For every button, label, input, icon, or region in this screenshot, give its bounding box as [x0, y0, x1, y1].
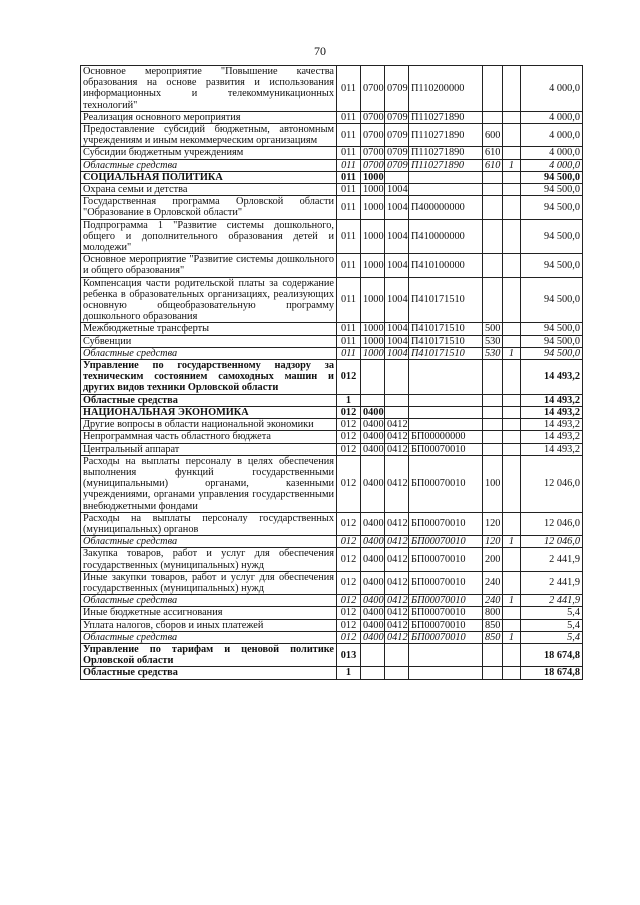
source-code-cell: 1	[503, 159, 521, 171]
amount-cell: 94 500,0	[521, 335, 583, 347]
amount-cell: 12 046,0	[521, 512, 583, 535]
section-code-cell: 0400	[361, 406, 385, 418]
budget-table	[80, 65, 583, 680]
expense-type-cell	[483, 643, 503, 666]
section-code-cell: 1000	[361, 335, 385, 347]
target-article-cell: БП00070010	[409, 607, 483, 619]
ministry-code-cell: 011	[337, 196, 361, 219]
target-article-cell: П410171510	[409, 335, 483, 347]
ministry-code-cell: 011	[337, 147, 361, 159]
ministry-code-cell: 011	[337, 323, 361, 335]
source-code-cell	[503, 431, 521, 443]
expense-type-cell	[483, 196, 503, 219]
target-article-cell: П110200000	[409, 66, 483, 112]
amount-cell: 18 674,8	[521, 667, 583, 679]
amount-cell: 94 500,0	[521, 171, 583, 183]
target-article-cell: П410100000	[409, 254, 483, 277]
row-name-cell: Реализация основного мероприятия	[81, 111, 337, 123]
row-name-cell: НАЦИОНАЛЬНАЯ ЭКОНОМИКА	[81, 406, 337, 418]
source-code-cell	[503, 335, 521, 347]
expense-type-cell	[483, 360, 503, 395]
target-article-cell: БП00070010	[409, 536, 483, 548]
ministry-code-cell: 012	[337, 631, 361, 643]
row-name-cell: СОЦИАЛЬНАЯ ПОЛИТИКА	[81, 171, 337, 183]
ministry-code-cell: 012	[337, 548, 361, 571]
subsection-code-cell	[385, 360, 409, 395]
amount-cell: 94 500,0	[521, 323, 583, 335]
amount-cell: 94 500,0	[521, 254, 583, 277]
subsection-code-cell: 0412	[385, 571, 409, 594]
row-name-cell: Основное мероприятие "Повышение качества образования на основе развития и использования информационных и телекоммуникационных технологий"	[81, 66, 337, 112]
amount-cell: 94 500,0	[521, 196, 583, 219]
table-row	[81, 394, 583, 406]
section-code-cell: 0700	[361, 147, 385, 159]
amount-cell: 14 493,2	[521, 431, 583, 443]
subsection-code-cell	[385, 667, 409, 679]
table-row	[81, 184, 583, 196]
target-article-cell: П410171510	[409, 277, 483, 323]
subsection-code-cell: 1004	[385, 347, 409, 359]
amount-cell: 12 046,0	[521, 455, 583, 512]
target-article-cell	[409, 406, 483, 418]
source-code-cell	[503, 66, 521, 112]
section-code-cell: 1000	[361, 219, 385, 254]
subsection-code-cell: 0709	[385, 111, 409, 123]
ministry-code-cell: 012	[337, 419, 361, 431]
ministry-code-cell: 011	[337, 111, 361, 123]
target-article-cell	[409, 184, 483, 196]
subsection-code-cell: 0709	[385, 159, 409, 171]
table-row	[81, 667, 583, 679]
expense-type-cell	[483, 219, 503, 254]
subsection-code-cell: 0412	[385, 631, 409, 643]
table-row	[81, 277, 583, 323]
ministry-code-cell: 012	[337, 443, 361, 455]
table-row	[81, 631, 583, 643]
row-name-cell: Областные средства	[81, 667, 337, 679]
ministry-code-cell: 013	[337, 643, 361, 666]
amount-cell: 12 046,0	[521, 536, 583, 548]
section-code-cell: 0400	[361, 455, 385, 512]
target-article-cell: П110271890	[409, 159, 483, 171]
table-row	[81, 406, 583, 418]
source-code-cell	[503, 607, 521, 619]
subsection-code-cell: 1004	[385, 277, 409, 323]
expense-type-cell: 500	[483, 323, 503, 335]
section-code-cell	[361, 643, 385, 666]
row-name-cell: Расходы на выплаты персоналу государственных (муниципальных) органов	[81, 512, 337, 535]
subsection-code-cell: 0412	[385, 536, 409, 548]
row-name-cell: Субвенции	[81, 335, 337, 347]
table-row	[81, 619, 583, 631]
table-row	[81, 431, 583, 443]
ministry-code-cell: 011	[337, 335, 361, 347]
target-article-cell	[409, 643, 483, 666]
row-name-cell: Закупка товаров, работ и услуг для обеспечения государственных (муниципальных) нужд	[81, 548, 337, 571]
subsection-code-cell: 0709	[385, 66, 409, 112]
section-code-cell: 0700	[361, 111, 385, 123]
amount-cell: 5,4	[521, 607, 583, 619]
ministry-code-cell: 011	[337, 254, 361, 277]
ministry-code-cell: 011	[337, 171, 361, 183]
target-article-cell: П110271890	[409, 111, 483, 123]
section-code-cell: 0400	[361, 571, 385, 594]
expense-type-cell: 850	[483, 631, 503, 643]
expense-type-cell	[483, 171, 503, 183]
table-row	[81, 196, 583, 219]
page-number: 70	[314, 44, 326, 58]
ministry-code-cell: 012	[337, 595, 361, 607]
target-article-cell: БП00070010	[409, 512, 483, 535]
row-name-cell: Непрограммная часть областного бюджета	[81, 431, 337, 443]
expense-type-cell	[483, 419, 503, 431]
ministry-code-cell: 011	[337, 159, 361, 171]
ministry-code-cell: 011	[337, 66, 361, 112]
section-code-cell: 0400	[361, 443, 385, 455]
table-row	[81, 571, 583, 594]
source-code-cell: 1	[503, 631, 521, 643]
section-code-cell: 0400	[361, 419, 385, 431]
source-code-cell	[503, 277, 521, 323]
section-code-cell	[361, 360, 385, 395]
expense-type-cell: 850	[483, 619, 503, 631]
ministry-code-cell: 012	[337, 619, 361, 631]
row-name-cell: Основное мероприятие "Развитие системы дошкольного и общего образования"	[81, 254, 337, 277]
target-article-cell: П410171510	[409, 323, 483, 335]
expense-type-cell	[483, 394, 503, 406]
target-article-cell	[409, 419, 483, 431]
table-row	[81, 548, 583, 571]
source-code-cell	[503, 394, 521, 406]
row-name-cell: Государственная программа Орловской области "Образование в Орловской области"	[81, 196, 337, 219]
section-code-cell: 0700	[361, 66, 385, 112]
ministry-code-cell: 1	[337, 667, 361, 679]
table-row	[81, 254, 583, 277]
source-code-cell: 1	[503, 536, 521, 548]
section-code-cell: 1000	[361, 323, 385, 335]
subsection-code-cell	[385, 394, 409, 406]
expense-type-cell: 120	[483, 512, 503, 535]
amount-cell: 5,4	[521, 619, 583, 631]
source-code-cell	[503, 667, 521, 679]
table-row	[81, 124, 583, 147]
source-code-cell	[503, 443, 521, 455]
row-name-cell: Иные закупки товаров, работ и услуг для обеспечения государственных (муниципальных) нужд	[81, 571, 337, 594]
table-row	[81, 111, 583, 123]
expense-type-cell: 610	[483, 147, 503, 159]
ministry-code-cell: 012	[337, 536, 361, 548]
subsection-code-cell: 1004	[385, 184, 409, 196]
section-code-cell	[361, 667, 385, 679]
subsection-code-cell: 0412	[385, 455, 409, 512]
section-code-cell: 0400	[361, 595, 385, 607]
expense-type-cell	[483, 406, 503, 418]
source-code-cell	[503, 512, 521, 535]
amount-cell: 94 500,0	[521, 219, 583, 254]
subsection-code-cell	[385, 406, 409, 418]
table-row	[81, 455, 583, 512]
subsection-code-cell	[385, 643, 409, 666]
source-code-cell	[503, 124, 521, 147]
amount-cell: 4 000,0	[521, 159, 583, 171]
row-name-cell: Расходы на выплаты персоналу в целях обеспечения выполнения функций государственными (муниципальными) органами, казенными учреждениями, органами управления государственными внебюджетными фондами	[81, 455, 337, 512]
table-row	[81, 360, 583, 395]
source-code-cell	[503, 219, 521, 254]
source-code-cell: 1	[503, 347, 521, 359]
ministry-code-cell: 012	[337, 455, 361, 512]
amount-cell: 4 000,0	[521, 147, 583, 159]
target-article-cell	[409, 394, 483, 406]
row-name-cell: Областные средства	[81, 394, 337, 406]
target-article-cell: БП00070010	[409, 619, 483, 631]
row-name-cell: Областные средства	[81, 159, 337, 171]
target-article-cell: БП00000000	[409, 431, 483, 443]
expense-type-cell	[483, 111, 503, 123]
row-name-cell: Компенсация части родительской платы за содержание ребенка в образовательных организациях, реализующих основную общеобразовательную программу дошкольного образования	[81, 277, 337, 323]
table-row	[81, 159, 583, 171]
subsection-code-cell: 0412	[385, 512, 409, 535]
target-article-cell: БП00070010	[409, 443, 483, 455]
ministry-code-cell: 011	[337, 184, 361, 196]
expense-type-cell: 120	[483, 536, 503, 548]
subsection-code-cell: 0412	[385, 443, 409, 455]
source-code-cell	[503, 406, 521, 418]
ministry-code-cell: 011	[337, 219, 361, 254]
section-code-cell: 0400	[361, 631, 385, 643]
subsection-code-cell: 0709	[385, 124, 409, 147]
expense-type-cell	[483, 431, 503, 443]
ministry-code-cell: 012	[337, 431, 361, 443]
amount-cell: 14 493,2	[521, 360, 583, 395]
section-code-cell: 1000	[361, 171, 385, 183]
expense-type-cell: 200	[483, 548, 503, 571]
ministry-code-cell: 011	[337, 347, 361, 359]
section-code-cell: 0400	[361, 536, 385, 548]
row-name-cell: Предоставление субсидий бюджетным, автономным учреждениям и иным некоммерческим организациям	[81, 124, 337, 147]
amount-cell: 4 000,0	[521, 66, 583, 112]
section-code-cell: 0400	[361, 548, 385, 571]
table-row	[81, 536, 583, 548]
subsection-code-cell: 0412	[385, 431, 409, 443]
target-article-cell: БП00070010	[409, 548, 483, 571]
ministry-code-cell: 011	[337, 124, 361, 147]
source-code-cell	[503, 619, 521, 631]
amount-cell: 94 500,0	[521, 347, 583, 359]
expense-type-cell	[483, 443, 503, 455]
section-code-cell: 0400	[361, 431, 385, 443]
row-name-cell: Областные средства	[81, 631, 337, 643]
expense-type-cell: 530	[483, 347, 503, 359]
source-code-cell	[503, 254, 521, 277]
source-code-cell	[503, 419, 521, 431]
section-code-cell	[361, 394, 385, 406]
budget-table-body	[81, 66, 583, 680]
target-article-cell: П410171510	[409, 347, 483, 359]
row-name-cell: Иные бюджетные ассигнования	[81, 607, 337, 619]
row-name-cell: Областные средства	[81, 595, 337, 607]
target-article-cell: БП00070010	[409, 571, 483, 594]
subsection-code-cell: 0412	[385, 419, 409, 431]
row-name-cell: Межбюджетные трансферты	[81, 323, 337, 335]
expense-type-cell: 240	[483, 571, 503, 594]
amount-cell: 2 441,9	[521, 571, 583, 594]
amount-cell: 14 493,2	[521, 406, 583, 418]
table-row	[81, 595, 583, 607]
section-code-cell: 0400	[361, 512, 385, 535]
target-article-cell: П400000000	[409, 196, 483, 219]
section-code-cell: 1000	[361, 254, 385, 277]
source-code-cell	[503, 147, 521, 159]
row-name-cell: Центральный аппарат	[81, 443, 337, 455]
table-row	[81, 66, 583, 112]
target-article-cell	[409, 360, 483, 395]
row-name-cell: Другие вопросы в области национальной экономики	[81, 419, 337, 431]
amount-cell: 5,4	[521, 631, 583, 643]
section-code-cell: 1000	[361, 184, 385, 196]
source-code-cell	[503, 171, 521, 183]
target-article-cell: БП00070010	[409, 455, 483, 512]
expense-type-cell	[483, 66, 503, 112]
row-name-cell: Управление по государственному надзору за техническим состоянием самоходных машин и других видов техники Орловской области	[81, 360, 337, 395]
source-code-cell	[503, 360, 521, 395]
table-row	[81, 607, 583, 619]
source-code-cell	[503, 571, 521, 594]
source-code-cell	[503, 196, 521, 219]
row-name-cell: Субсидии бюджетным учреждениям	[81, 147, 337, 159]
source-code-cell	[503, 184, 521, 196]
source-code-cell	[503, 548, 521, 571]
subsection-code-cell: 0412	[385, 548, 409, 571]
section-code-cell: 0400	[361, 607, 385, 619]
ministry-code-cell: 012	[337, 512, 361, 535]
amount-cell: 4 000,0	[521, 111, 583, 123]
table-row	[81, 419, 583, 431]
row-name-cell: Областные средства	[81, 536, 337, 548]
subsection-code-cell: 1004	[385, 323, 409, 335]
amount-cell: 14 493,2	[521, 419, 583, 431]
source-code-cell	[503, 111, 521, 123]
table-row	[81, 219, 583, 254]
ministry-code-cell: 012	[337, 571, 361, 594]
table-row	[81, 512, 583, 535]
target-article-cell	[409, 667, 483, 679]
row-name-cell: Уплата налогов, сборов и иных платежей	[81, 619, 337, 631]
target-article-cell: БП00070010	[409, 595, 483, 607]
target-article-cell	[409, 171, 483, 183]
target-article-cell: П110271890	[409, 147, 483, 159]
subsection-code-cell: 1004	[385, 254, 409, 277]
subsection-code-cell: 1004	[385, 219, 409, 254]
expense-type-cell: 600	[483, 124, 503, 147]
table-row	[81, 147, 583, 159]
subsection-code-cell: 0709	[385, 147, 409, 159]
section-code-cell: 0700	[361, 124, 385, 147]
table-row	[81, 347, 583, 359]
amount-cell: 94 500,0	[521, 277, 583, 323]
table-row	[81, 335, 583, 347]
ministry-code-cell: 012	[337, 360, 361, 395]
amount-cell: 14 493,2	[521, 394, 583, 406]
table-row	[81, 643, 583, 666]
subsection-code-cell: 0412	[385, 619, 409, 631]
expense-type-cell: 800	[483, 607, 503, 619]
source-code-cell	[503, 455, 521, 512]
section-code-cell: 1000	[361, 277, 385, 323]
target-article-cell: П110271890	[409, 124, 483, 147]
amount-cell: 4 000,0	[521, 124, 583, 147]
expense-type-cell: 100	[483, 455, 503, 512]
expense-type-cell: 530	[483, 335, 503, 347]
amount-cell: 2 441,9	[521, 595, 583, 607]
expense-type-cell: 240	[483, 595, 503, 607]
source-code-cell	[503, 643, 521, 666]
ministry-code-cell: 011	[337, 277, 361, 323]
expense-type-cell	[483, 667, 503, 679]
subsection-code-cell: 0412	[385, 595, 409, 607]
expense-type-cell	[483, 184, 503, 196]
ministry-code-cell: 1	[337, 394, 361, 406]
subsection-code-cell: 1004	[385, 335, 409, 347]
row-name-cell: Областные средства	[81, 347, 337, 359]
target-article-cell: БП00070010	[409, 631, 483, 643]
ministry-code-cell: 012	[337, 406, 361, 418]
subsection-code-cell: 0412	[385, 607, 409, 619]
source-code-cell: 1	[503, 595, 521, 607]
ministry-code-cell: 012	[337, 607, 361, 619]
expense-type-cell	[483, 254, 503, 277]
row-name-cell: Подпрограмма 1 "Развитие системы дошкольного, общего и дополнительного образования детей и молодежи"	[81, 219, 337, 254]
table-row	[81, 171, 583, 183]
amount-cell: 18 674,8	[521, 643, 583, 666]
section-code-cell: 1000	[361, 347, 385, 359]
amount-cell: 94 500,0	[521, 184, 583, 196]
expense-type-cell: 610	[483, 159, 503, 171]
subsection-code-cell	[385, 171, 409, 183]
table-row	[81, 323, 583, 335]
section-code-cell: 0700	[361, 159, 385, 171]
section-code-cell: 1000	[361, 196, 385, 219]
target-article-cell: П410000000	[409, 219, 483, 254]
subsection-code-cell: 1004	[385, 196, 409, 219]
expense-type-cell	[483, 277, 503, 323]
amount-cell: 2 441,9	[521, 548, 583, 571]
source-code-cell	[503, 323, 521, 335]
amount-cell: 14 493,2	[521, 443, 583, 455]
table-row	[81, 443, 583, 455]
section-code-cell: 0400	[361, 619, 385, 631]
row-name-cell: Охрана семьи и детства	[81, 184, 337, 196]
row-name-cell: Управление по тарифам и ценовой политике Орловской области	[81, 643, 337, 666]
